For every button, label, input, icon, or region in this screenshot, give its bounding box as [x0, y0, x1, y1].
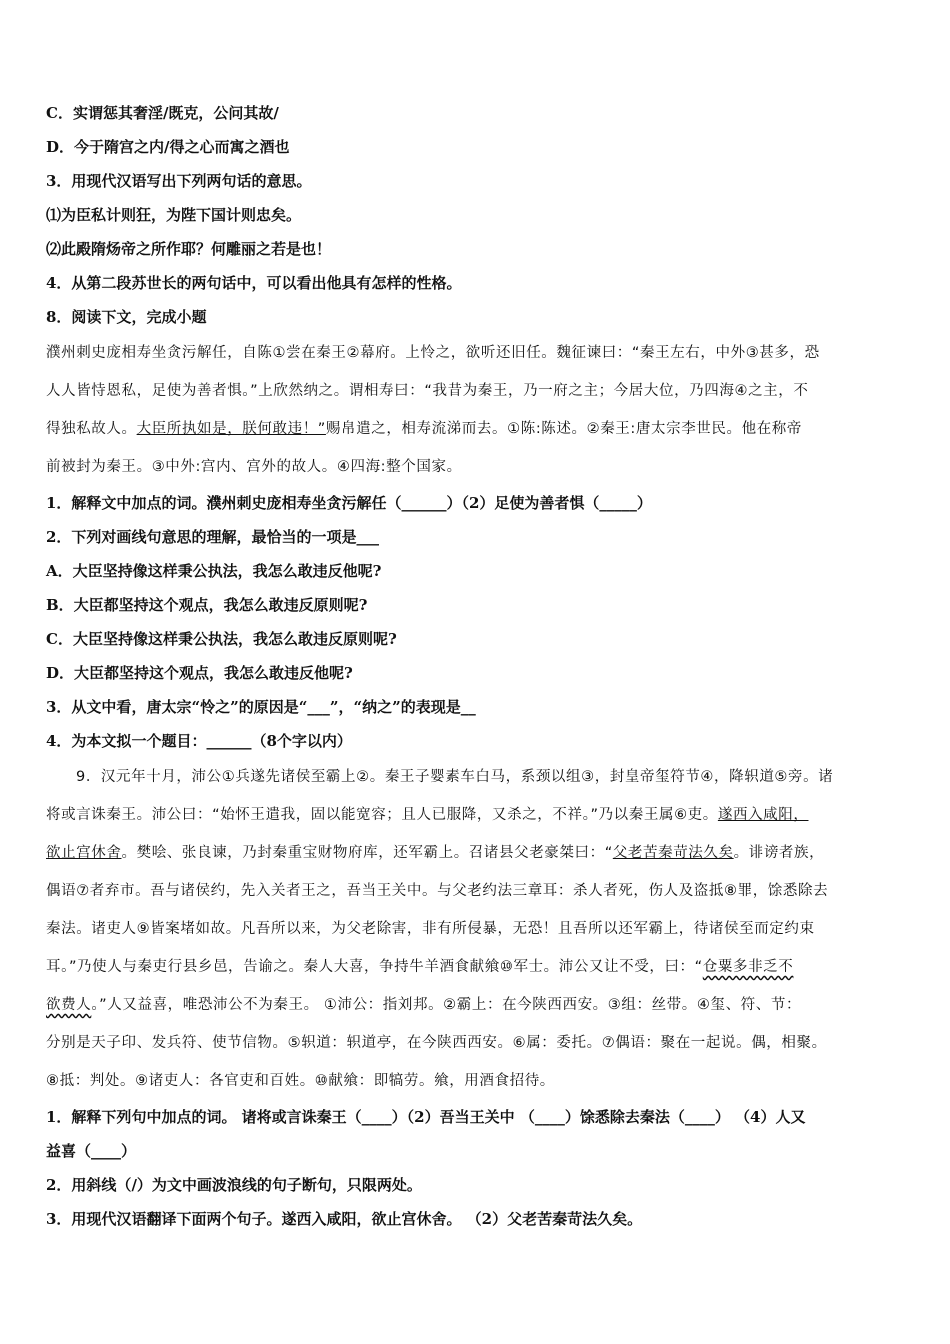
q9-question-3: 3．用现代汉语翻译下面两个句子。遂西入咸阳，欲止宫休舍。 （2）父老苦秦苛法久矣。 — [46, 1210, 643, 1228]
q8-passage-line-1: 濮州刺史庞相寿坐贪污解任，自陈①尝在秦王②幕府。上怜之，欲听还旧任。魏征谏曰：“秦王左右，中外③甚多，恐 — [46, 345, 820, 361]
q8-question-4: 4．为本文拟一个题目：______（8个字以内） — [46, 732, 352, 750]
q8-passage-line-3-end: 赐帛遣之，相寿流涕而去。①陈:陈述。②秦王:唐太宗李世民。他在称帝 — [325, 421, 802, 437]
q8-question-3: 3．从文中看，唐太宗“怜之”的原因是“___”，“纳之”的表现是__ — [46, 698, 476, 716]
q7-sentence-1: ⑴为臣私计则狂，为陛下国计则忠矣。 — [46, 206, 302, 224]
q9-passage-line-4: 偶语⑦者弃市。吾与诸侯约，先入关者王之，吾当王关中。与父老约法三章耳：杀人者死，伤人及盗抵⑧罪，馀悉除去 — [46, 883, 829, 899]
q9-passage-line-6 — [46, 948, 906, 986]
q9-wavy-sentence-start: 仓粟多非乏不 — [702, 959, 794, 975]
q9-passage-line-9: ⑧抵：判处。⑨诸吏人：各官吏和百姓。⑩献飨：即犒劳。飨，用酒食招待。 — [46, 1073, 555, 1089]
q8-passage — [46, 334, 906, 486]
q8-passage-line-4: 前被封为秦王。③中外:宫内、宫外的故人。④四海:整个国家。 — [46, 459, 462, 475]
q7-sentence-2: ⑵此殿隋炀帝之所作耶？何雕丽之若是也！ — [46, 240, 332, 258]
q8-passage-line-2: 人人皆恃恩私，足使为善者惧。”上欣然纳之。谓相寿曰：“我昔为秦王，乃一府之主；今居大位，乃四海④之主，不 — [46, 383, 809, 399]
q9-question-2: 2．用斜线（/）为文中画波浪线的句子断句，只限两处。 — [46, 1176, 422, 1194]
q9-passage — [46, 758, 906, 1100]
q9-passage-line-8: 分别是天子印、发兵符、使节信物。⑤轵道：轵道亭，在今陕西西安。⑥属：委托。⑦偶语：聚在一起说。偶，相聚。 — [46, 1035, 827, 1051]
q8-option-d: D．大臣都坚持这个观点，我怎么敢违反他呢? — [46, 664, 353, 682]
q8-passage-line-3-start: 得独私故人。 — [46, 421, 137, 437]
q8-option-b: B．大臣都坚持这个观点，我怎么敢违反原则呢? — [46, 596, 368, 614]
q9-passage-line-5: 秦法。诸吏人⑨皆案堵如故。凡吾所以来，为父老除害，非有所侵暴，无恐！且吾所以还军霸上，待诸侯至而定约束 — [46, 921, 815, 937]
q9-wavy-sentence-end: 欲费人 — [46, 997, 92, 1013]
q7-option-c: C．实谓惩其奢淫/既克，公问其故/ — [46, 104, 279, 122]
q8-heading: 8．阅读下文，完成小题 — [46, 308, 207, 326]
q9-line-3-mid: 。樊哙、张良谏，乃封秦重宝财物府库，还军霸上。召诸县父老豪桀曰：“ — [121, 845, 613, 861]
q8-passage-line-3 — [46, 410, 906, 448]
document-page — [46, 96, 906, 1236]
q7-question-4: 4．从第二段苏世长的两句话中，可以看出他具有怎样的性格。 — [46, 274, 462, 292]
q9-passage-line-1: 9．汉元年十月，沛公①兵遂先诸侯至霸上②。秦王子婴素车白马，系颈以组③，封皇帝玺符节④，降轵道⑤旁。诸 — [76, 769, 834, 785]
q9-question-1: 1．解释下列句中加点的词。 诸将或言诛秦王（____）（2）吾当王关中 （____）馀悉除去秦法（____） （4）人又 — [46, 1108, 806, 1126]
q8-underlined-sentence: 大臣所执如是，朕何敢违！” — [136, 421, 326, 437]
q8-option-a: A．大臣坚持像这样秉公执法，我怎么敢违反他呢? — [46, 562, 382, 580]
q9-underlined-start: 遂西入咸阳， — [717, 807, 809, 823]
q9-line-2-start: 将或言诛秦王。沛公曰：“始怀王遣我，固以能宽容；且人已服降，又杀之，不祥。”乃以秦王属⑥吏。 — [46, 807, 718, 823]
q8-question-1: 1．解释文中加点的词。濮州刺史庞相寿坐贪污解任（______）（2）足使为善者惧（_____） — [46, 494, 652, 512]
q8-option-c: C．大臣坚持像这样秉公执法，我怎么敢违反原则呢? — [46, 630, 397, 648]
q9-passage-line-2 — [46, 796, 906, 834]
q9-underlined-sentence-2: 父老苦秦苛法久矣 — [612, 845, 734, 861]
q7-option-d: D．今于隋宫之内/得之心而寓之酒也 — [46, 138, 290, 156]
q7-question-3: 3．用现代汉语写出下列两句话的意思。 — [46, 172, 312, 190]
q9-underlined-end: 欲止宫休舍 — [46, 845, 122, 861]
q9-line-3-end: 。诽谤者族， — [733, 845, 825, 861]
q9-question-1-cont: 益喜（____） — [46, 1142, 137, 1160]
q9-passage-line-7 — [46, 986, 906, 1024]
q8-question-2: 2．下列对画线句意思的理解，最恰当的一项是___ — [46, 528, 379, 546]
q9-line-6-start: 耳。”乃使人与秦吏行县乡邑，告谕之。秦人大喜，争持牛羊酒食献飨⑩军士。沛公又让不受，曰：“ — [46, 959, 703, 975]
q9-passage-line-3 — [46, 834, 906, 872]
q9-line-7-end: 。”人又益喜，唯恐沛公不为秦王。 ①沛公：指刘邦。②霸上：在今陕西西安。③组：丝带。④玺、符、节： — [91, 997, 802, 1013]
